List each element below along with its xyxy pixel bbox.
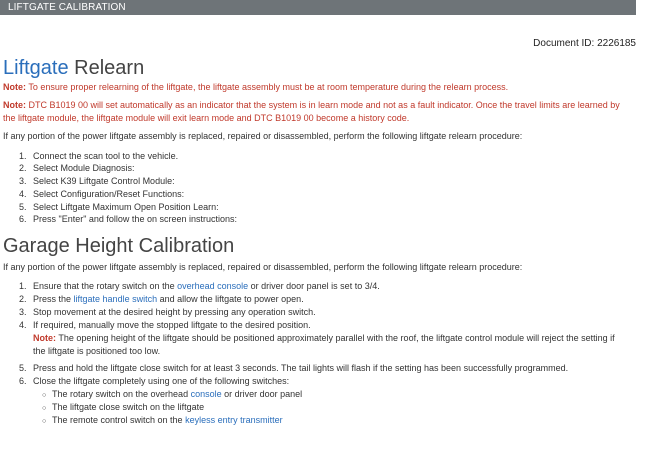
relearn-title-rest: Relearn [68, 57, 145, 79]
relearn-note-dtc-line2: the liftgate module, the liftgate module will exit learn mode and DTC B1019 00 become a history code. [3, 113, 410, 123]
document-id: Document ID: 2226185 [533, 38, 636, 49]
liftgate-link[interactable]: Liftgate [3, 57, 69, 79]
switch-option: ○ The remote control switch on the keyless entry transmitter [42, 414, 283, 428]
garage-step: 4. If required, manually move the stopped liftgate to the desired position. [19, 320, 311, 330]
relearn-step: 5. Select Liftgate Maximum Open Position Learn: [19, 202, 219, 212]
relearn-step: 4. Select Configuration/Reset Functions: [19, 189, 185, 199]
header-title: LIFTGATE CALIBRATION [8, 2, 126, 13]
garage-step: 1. Ensure that the rotary switch on the overhead console or driver door panel is set to 3/4. [19, 281, 380, 291]
section-title-relearn [3, 57, 144, 79]
relearn-step: 2. Select Module Diagnosis: [19, 163, 135, 173]
garage-note-line1: Note: The opening height of the liftgate should be positioned approximately parallel with the roof, the liftgate control module will reject the setting if [33, 333, 615, 343]
bullet-icon: ○ [42, 405, 47, 412]
relearn-step: 3. Select K39 Liftgate Control Module: [19, 176, 175, 186]
page-header-bar [0, 0, 636, 15]
overhead-console-link[interactable]: overhead console [177, 281, 249, 291]
relearn-note-dtc-line1 [3, 99, 620, 112]
note-label: Note: [33, 333, 56, 343]
garage-step: 3. Stop movement at the desired height by pressing any operation switch. [19, 307, 316, 317]
relearn-step: 6. Press "Enter" and follow the on screen instructions: [19, 214, 237, 224]
garage-step: 2. Press the liftgate handle switch and allow the liftgate to power open. [19, 294, 304, 304]
bullet-icon: ○ [42, 392, 47, 399]
garage-step: 6. Close the liftgate completely using one of the following switches: [19, 376, 290, 386]
switch-option: ○ The liftgate close switch on the liftgate [42, 401, 204, 415]
note-text: DTC B1019 00 will set automatically as an indicator that the system is in learn mode and not as a fault indicator. Once the travel limits are learned by [26, 100, 620, 110]
console-link[interactable]: console [190, 389, 222, 399]
note-text: To ensure proper relearning of the liftgate, the liftgate assembly must be at room temperature during the relearn process. [26, 82, 509, 92]
section-title-garage-height: Garage Height Calibration [3, 235, 235, 257]
relearn-intro: If any portion of the power liftgate assembly is replaced, repaired or disassembled, perform the following liftgate relearn procedure: [3, 131, 523, 141]
note-label: Note: [3, 82, 26, 92]
garage-intro: If any portion of the power liftgate assembly is replaced, repaired or disassembled, perform the following liftgate relearn procedure: [3, 262, 523, 272]
garage-note-line2: the liftgate is positioned too low. [33, 346, 161, 356]
keyless-entry-transmitter-link[interactable]: keyless entry transmitter [185, 415, 283, 425]
garage-step: 5. Press and hold the liftgate close switch for at least 3 seconds. The tail lights will flash if the setting has been successfully programmed. [19, 363, 569, 373]
relearn-step: 1. Connect the scan tool to the vehicle. [19, 151, 179, 161]
relearn-note-temperature [3, 81, 508, 94]
note-label: Note: [3, 100, 26, 110]
liftgate-handle-switch-link[interactable]: liftgate handle switch [73, 294, 158, 304]
bullet-icon: ○ [42, 418, 47, 425]
switch-option: ○ The rotary switch on the overhead console or driver door panel [42, 388, 302, 402]
